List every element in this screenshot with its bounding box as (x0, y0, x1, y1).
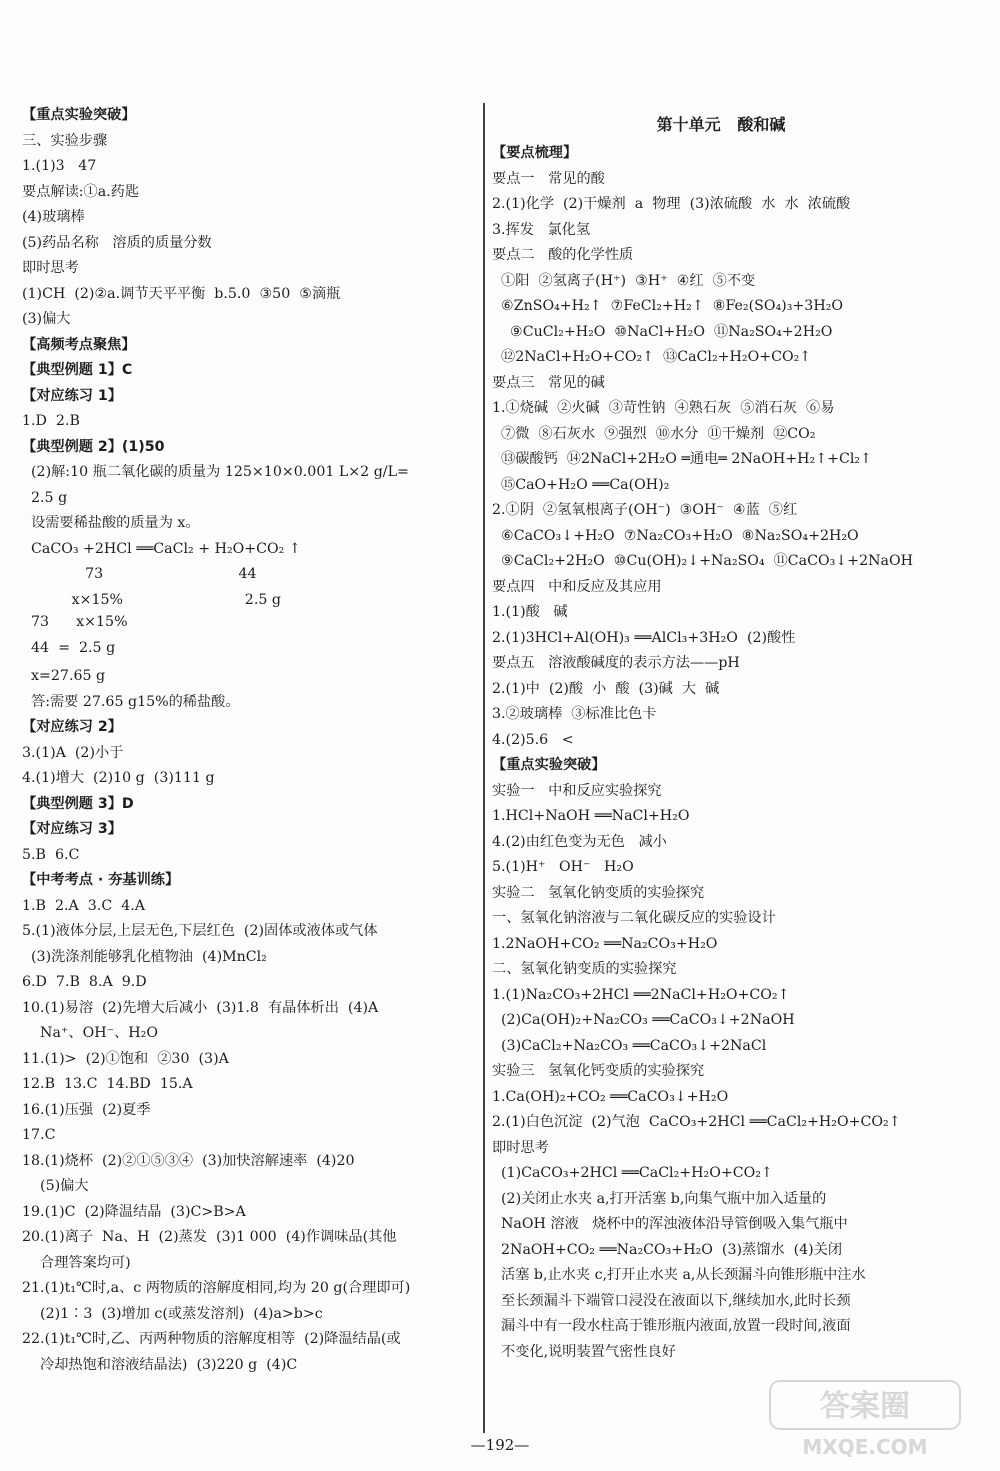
right-line-43: 2NaOH+CO₂ ══Na₂CO₃+H₂O (3)蒸馏水 (4)关闭 (492, 1241, 843, 1258)
right-line-25: 实验一 中和反应实验探究 (492, 782, 662, 799)
watermark-text-bottom: MXQE.COM (802, 1435, 928, 1459)
right-line-33: 1.(1)Na₂CO₃+2HCl ══2NaCl+H₂O+CO₂↑ (492, 986, 790, 1003)
left-line-24: 【对应练习 2】 (22, 719, 122, 735)
left-line-21: 44 = 2.5 g (22, 639, 116, 656)
right-line-9: 要点三 常见的碱 (492, 374, 605, 391)
left-line-48: 22.(1)t₁℃时,乙、丙两种物质的溶解度相等 (2)降温结晶(或 (22, 1331, 401, 1347)
left-line-44: 20.(1)离子 Na、H (2)蒸发 (3)1 000 (4)作调味品(其他 (22, 1229, 397, 1245)
left-line-30: 【中考考点 · 夯基训练】 (22, 872, 180, 888)
unit-title: 第十单元 酸和碱 (656, 115, 786, 134)
right-line-42: NaOH 溶液 烧杯中的浑浊液体沿导管倒吸入集气瓶中 (492, 1216, 848, 1232)
right-line-38: 2.(1)白色沉淀 (2)气泡 CaCO₃+2HCl ══CaCl₂+H₂O+CO₂↑ (492, 1114, 901, 1130)
watermark-logo (760, 1376, 970, 1461)
watermark-text-top: 答案圈 (820, 1389, 910, 1424)
left-line-9: 【高频考点聚焦】 (22, 336, 136, 353)
left-line-25: 3.(1)A (2)小于 (22, 744, 124, 761)
left-line-43: 19.(1)C (2)降温结晶 (3)C>B>A (22, 1203, 246, 1220)
left-line-45: 合理答案均可) (22, 1254, 131, 1271)
right-line-7: ⑨CuCl₂+H₂O ⑩NaCl+H₂O ⑪Na₂SO₄+2H₂O (492, 323, 833, 340)
right-line-17: 要点四 中和反应及其应用 (492, 578, 662, 595)
right-line-32: 二、氢氧化钠变质的实验探究 (492, 961, 677, 977)
left-line-36: Na⁺、OH⁻、H₂O (22, 1025, 158, 1041)
right-line-13: ⑮CaO+H₂O ══Ca(OH)₂ (492, 476, 670, 493)
left-line-12: 1.D 2.B (22, 413, 80, 429)
right-line-20: 要点五 溶液酸碱度的表示方法——pH (492, 655, 740, 671)
right-line-27: 4.(2)由红色变为无色 减小 (492, 833, 667, 850)
left-line-42: (5)偏大 (22, 1178, 89, 1194)
left-line-7: (1)CH (2)②a.调节天平平衡 b.5.0 ③50 ⑤滴瓶 (22, 285, 341, 302)
right-line-1: 要点一 常见的酸 (492, 170, 605, 187)
right-line-11: ⑦微 ⑧石灰水 ⑨强烈 ⑩水分 ⑪干燥剂 ⑫CO₂ (492, 425, 816, 442)
left-line-20: 73 x×15% (22, 614, 128, 630)
right-line-35: (3)CaCl₂+Na₂CO₃ ══CaCO₃↓+2NaCl (492, 1037, 767, 1054)
left-line-35: 10.(1)易溶 (2)先增大后减小 (3)1.8 有晶体析出 (4)A (22, 999, 379, 1016)
left-line-33: (3)洗涤剂能够乳化植物油 (4)MnCl₂ (22, 948, 267, 965)
left-column (22, 103, 474, 1378)
left-line-18: 73 44 (22, 566, 257, 582)
left-line-34: 6.D 7.B 8.A 9.D (22, 974, 147, 990)
right-column (492, 103, 950, 1365)
left-line-39: 16.(1)压强 (2)夏季 (22, 1101, 151, 1118)
right-line-22: 3.②玻璃棒 ③标准比色卡 (492, 706, 657, 722)
left-line-22: x=27.65 g (22, 668, 106, 684)
right-line-45: 至长颈漏斗下端管口浸没在液面以下,继续加水,此时长颈 (492, 1292, 851, 1309)
right-line-4: 要点二 酸的化学性质 (492, 247, 634, 263)
left-line-3: 要点解读:①a.药匙 (22, 183, 140, 200)
right-line-39: 即时思考 (492, 1139, 549, 1156)
left-line-11: 【对应练习 1】 (22, 387, 122, 404)
left-line-26: 4.(1)增大 (2)10 g (3)111 g (22, 770, 215, 786)
right-line-40: (1)CaCO₃+2HCl ══CaCl₂+H₂O+CO₂↑ (492, 1165, 773, 1181)
right-line-10: 1.①烧碱 ②火碱 ③苛性钠 ④熟石灰 ⑤消石灰 ⑥易 (492, 400, 835, 416)
left-line-46: 21.(1)t₁℃时,a、c 两物质的溶解度相同,均为 20 g(合理即可) (22, 1280, 411, 1296)
left-line-16: 设需要稀盐酸的质量为 x。 (22, 515, 200, 531)
right-line-37: 1.Ca(OH)₂+CO₂ ══CaCO₃↓+H₂O (492, 1088, 729, 1105)
right-line-16: ⑨CaCl₂+2H₂O ⑩Cu(OH)₂↓+Na₂SO₄ ⑪CaCO₃↓+2NaOH (492, 553, 913, 569)
right-line-30: 一、氢氧化钠溶液与二氧化碳反应的实验设计 (492, 910, 776, 926)
right-line-26: 1.HCl+NaOH ══NaCl+H₂O (492, 808, 690, 824)
left-line-2: 1.(1)3 47 (22, 158, 97, 174)
right-line-44: 活塞 b,止水夹 c,打开止水夹 a,从长颈漏斗向锥形瓶中注水 (492, 1267, 866, 1283)
left-line-28: 【对应练习 3】 (22, 821, 122, 837)
left-line-47: (2)1∶3 (3)增加 c(或蒸发溶剂) (4)a>b>c (22, 1305, 323, 1322)
left-line-15: 2.5 g (22, 489, 68, 506)
right-line-46: 漏斗中有一段水柱高于锥形瓶内液面,放置一段时间,液面 (492, 1318, 851, 1334)
left-line-8: (3)偏大 (22, 311, 71, 327)
left-line-38: 12.B 13.C 14.BD 15.A (22, 1076, 193, 1092)
left-line-37: 11.(1)> (2)①饱和 ②30 (3)A (22, 1050, 229, 1067)
right-line-6: ⑥ZnSO₄+H₂↑ ⑦FeCl₂+H₂↑ ⑧Fe₂(SO₄)₃+3H₂O (492, 298, 844, 314)
left-line-23: 答:需要 27.65 g15%的稀盐酸。 (22, 693, 240, 710)
left-line-1: 三、实验步骤 (22, 132, 108, 149)
right-line-36: 实验三 氢氧化钙变质的实验探究 (492, 1063, 705, 1079)
left-line-10: 【典型例题 1】C (22, 362, 133, 378)
left-line-49: 冷却热饱和溶液结晶法) (3)220 g (4)C (22, 1356, 298, 1373)
left-line-19: x×15% 2.5 g (22, 591, 281, 608)
right-line-41: (2)关闭止水夹 a,打开活塞 b,向集气瓶中加入适量的 (492, 1190, 827, 1207)
right-line-31: 1.2NaOH+CO₂ ══Na₂CO₃+H₂O (492, 935, 718, 952)
page-number: —192— (470, 1436, 530, 1454)
right-line-24: 【重点实验突破】 (492, 757, 606, 773)
right-line-28: 5.(1)H⁺ OH⁻ H₂O (492, 859, 634, 875)
right-line-3: 3.挥发 氯化氢 (492, 221, 591, 238)
right-line-29: 实验二 氢氧化钠变质的实验探究 (492, 884, 705, 901)
left-line-29: 5.B 6.C (22, 846, 80, 863)
left-line-6: 即时思考 (22, 260, 79, 276)
right-line-8: ⑫2NaCl+H₂O+CO₂↑ ⑬CaCl₂+H₂O+CO₂↑ (492, 349, 812, 365)
left-line-41: 18.(1)烧杯 (2)②①⑤③④ (3)加快溶解速率 (4)20 (22, 1152, 355, 1169)
left-line-4: (4)玻璃棒 (22, 209, 85, 225)
left-line-32: 5.(1)液体分层,上层无色,下层红色 (2)固体或液体或气体 (22, 923, 378, 939)
right-line-14: 2.①阴 ②氢氧根离子(OH⁻) ③OH⁻ ④蓝 ⑤红 (492, 502, 798, 518)
right-line-21: 2.(1)中 (2)酸 小 酸 (3)碱 大 碱 (492, 680, 720, 697)
left-line-27: 【典型例题 3】D (22, 795, 134, 812)
right-line-12: ⑬碳酸钙 ⑭2NaCl+2H₂O ═通电═ 2NaOH+H₂↑+Cl₂↑ (492, 451, 872, 467)
right-line-47: 不变化,说明装置气密性良好 (492, 1343, 676, 1360)
left-line-13: 【典型例题 2】(1)50 (22, 438, 165, 455)
left-line-40: 17.C (22, 1127, 56, 1143)
left-line-0: 【重点实验突破】 (22, 107, 136, 123)
right-line-34: (2)Ca(OH)₂+Na₂CO₃ ══CaCO₃↓+2NaOH (492, 1012, 795, 1028)
column-divider (483, 103, 485, 1433)
right-line-5: ①阳 ②氢离子(H⁺) ③H⁺ ④红 ⑤不变 (492, 272, 756, 289)
right-line-0: 【要点梳理】 (492, 145, 578, 161)
right-line-18: 1.(1)酸 碱 (492, 604, 568, 620)
right-line-23: 4.(2)5.6 < (492, 731, 574, 748)
left-line-14: (2)解:10 瓶二氧化碳的质量为 125×10×0.001 L×2 g/L= (22, 464, 409, 480)
right-line-15: ⑥CaCO₃↓+H₂O ⑦Na₂CO₃+H₂O ⑧Na₂SO₄+2H₂O (492, 527, 859, 544)
left-line-17: CaCO₃ +2HCl ══CaCl₂ + H₂O+CO₂ ↑ (22, 540, 301, 557)
right-line-19: 2.(1)3HCl+Al(OH)₃ ══AlCl₃+3H₂O (2)酸性 (492, 629, 796, 646)
left-line-5: (5)药品名称 溶质的质量分数 (22, 234, 212, 251)
right-line-2: 2.(1)化学 (2)干燥剂 a 物理 (3)浓硫酸 水 水 浓硫酸 (492, 196, 851, 212)
left-line-31: 1.B 2.A 3.C 4.A (22, 897, 145, 914)
